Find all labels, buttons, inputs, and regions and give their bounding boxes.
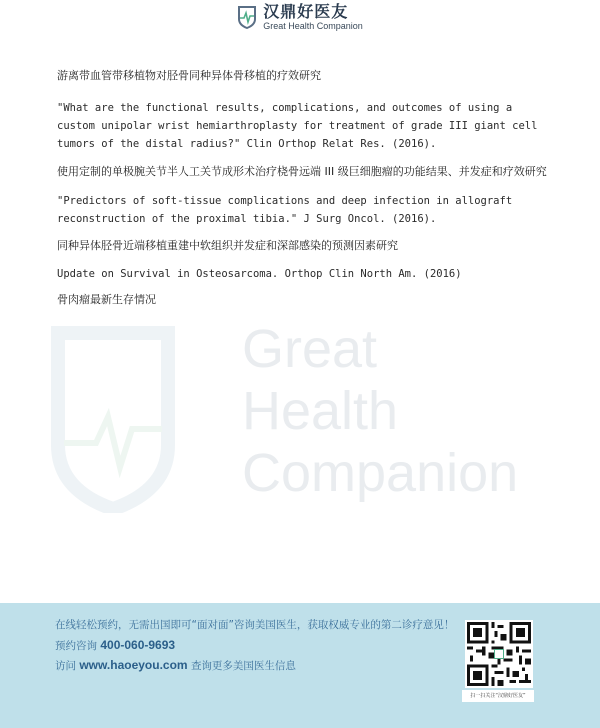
reference-en: Update on Survival in Osteosarcoma. Orthop Clin North Am. (2016) <box>57 268 462 280</box>
phone-line <box>55 638 175 653</box>
visit-label: 访问 <box>55 660 76 672</box>
reference-en: "What are the functional results, complications, and outcomes of using a custom unipolar wrist hemiarthroplasty for treatment of grade III giant cell tumors of the distal radius?" Clin Orthop Relat Res. (2016). <box>57 102 538 150</box>
phone-number[interactable]: 400-060-9693 <box>100 638 176 652</box>
reference-cn: 同种异体胫骨近端移植重建中软组织并发症和深部感染的预测因素研究 <box>57 239 398 252</box>
reference-en: "Predictors of soft-tissue complications and deep infection in allograft reconstruction of the proximal tibia." J Surg Oncol. (2016). <box>57 195 513 225</box>
shield-heartbeat-icon <box>237 5 257 29</box>
watermark-line: Companion <box>242 443 519 503</box>
visit-suffix: 查询更多美国医生信息 <box>190 660 296 672</box>
page-header <box>0 0 600 34</box>
website-line <box>55 658 296 673</box>
reference-cn: 使用定制的单极腕关节半人工关节成形术治疗桡骨远端 III 级巨细胞瘤的功能结果、并发症和疗效研究 <box>57 165 547 178</box>
watermark-line: Great <box>242 319 378 379</box>
brand-name-cn: 汉鼎好医友 <box>263 1 349 21</box>
contact-footer <box>0 603 600 728</box>
reference-list <box>57 68 549 308</box>
watermark-text <box>242 318 518 504</box>
website-link[interactable]: www.haoeyou.com <box>79 658 188 672</box>
watermark-shield-icon <box>50 325 176 513</box>
brand-logo <box>237 1 363 31</box>
phone-label: 预约咨询 <box>55 640 97 652</box>
reference-cn: 游离带血管带移植物对胫骨同种异体骨移植的疗效研究 <box>57 69 321 82</box>
watermark-line: Health <box>242 381 399 441</box>
reference-cn: 骨肉瘤最新生存情况 <box>57 293 156 306</box>
brand-name-en: Great Health Companion <box>263 20 363 31</box>
qr-code <box>465 620 533 688</box>
qr-code-icon <box>467 622 531 686</box>
promo-text: 在线轻松预约，无需出国即可“面对面”咨询美国医生，获取权威专业的第二诊疗意见！ <box>55 619 455 631</box>
qr-caption: 扫一扫关注“汉鼎好医友” <box>462 690 534 702</box>
